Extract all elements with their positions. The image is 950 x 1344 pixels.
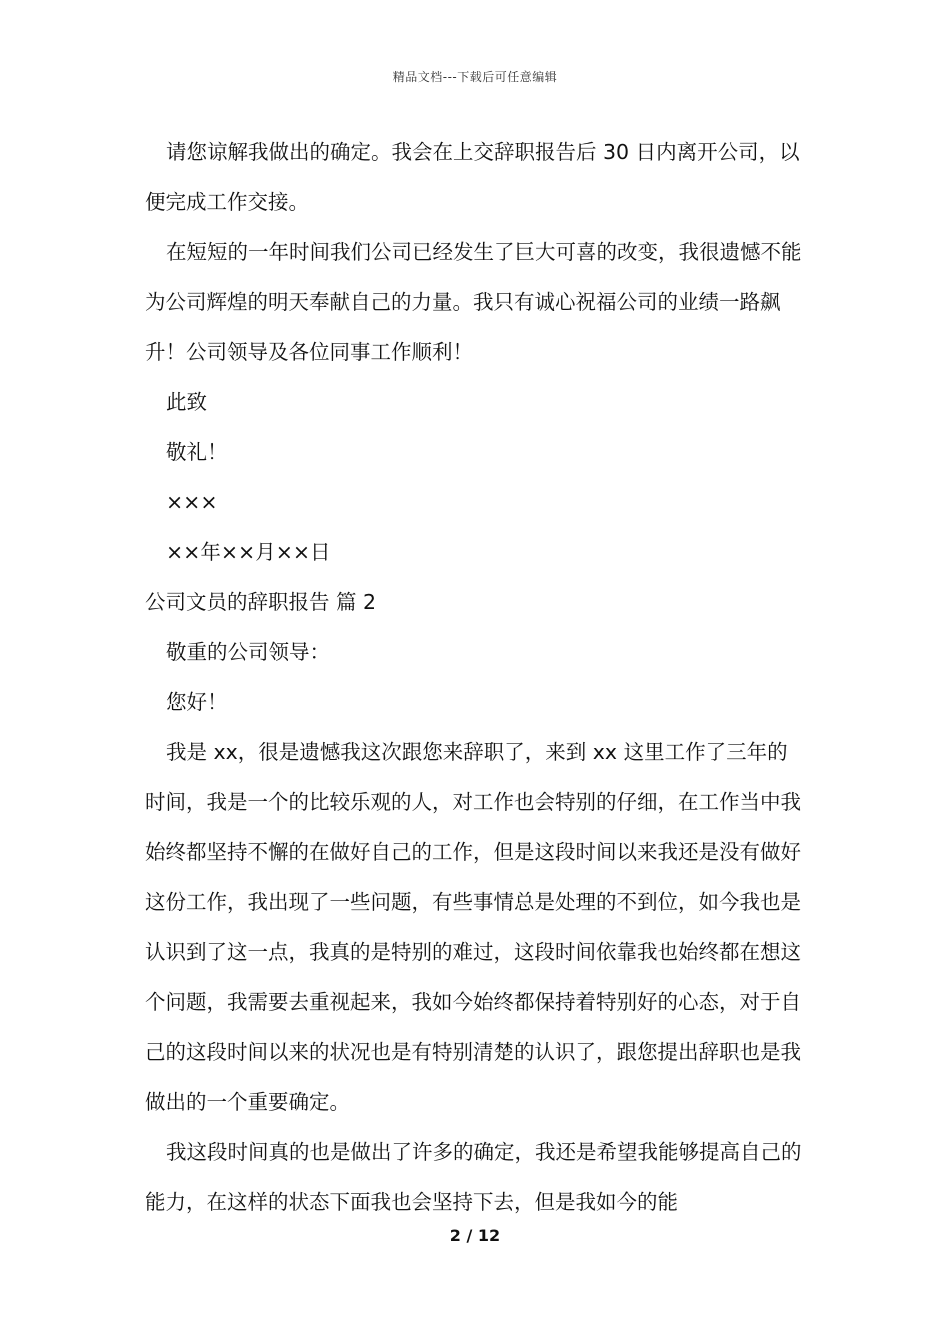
date-line: ××年××月××日 — [166, 540, 331, 564]
signature: ××× — [166, 490, 218, 514]
salutation: 敬重的公司领导： — [166, 640, 330, 664]
paragraph-2: 在短短的一年时间我们公司已经发生了巨大可喜的改变，我很遗憾不能为公司辉煌的明天奉献自己的力量。我只有诚心祝福公司的业绩一路飙升！公司领导及各位同事工作顺利！ — [145, 240, 802, 364]
closing-line-1: 此致 — [166, 390, 207, 414]
page-number: 2 / 12 — [449, 1226, 501, 1245]
closing-line-2: 敬礼！ — [166, 440, 228, 464]
paragraph-1: 请您谅解我做出的确定。我会在上交辞职报告后 30 日内离开公司，以便完成工作交接。 — [145, 140, 800, 214]
page-header: 精品文档---下载后可任意编辑 — [392, 70, 558, 84]
paragraph-3: 我是 xx，很是遗憾我这次跟您来辞职了，来到 xx 这里工作了三年的时间，我是一个的比较乐观的人，对工作也会特别的仔细，在工作当中我始终都坚持不懈的在做好自己的工作，但是这段时间以来我还是没有做好这份工作，我出现了一些问题，有些事情总是处理的不到位，如今我也是认识到了这一点，我真的是特别的难过，这段时间依靠我也始终都在想这个问题，我需要去重视起来，我如今始终都保持着特别好的心态，对于自己的这段时间以来的状况也是有特别清楚的认识了，跟您提出辞职也是我做出的一个重要确定。 — [145, 740, 801, 1114]
document-body — [145, 127, 805, 1227]
greeting: 您好！ — [166, 690, 228, 714]
section-title: 公司文员的辞职报告 篇 2 — [145, 590, 377, 614]
paragraph-4: 我这段时间真的也是做出了许多的确定，我还是希望我能够提高自己的能力，在这样的状态下面我也会坚持下去，但是我如今的能 — [145, 1140, 802, 1214]
